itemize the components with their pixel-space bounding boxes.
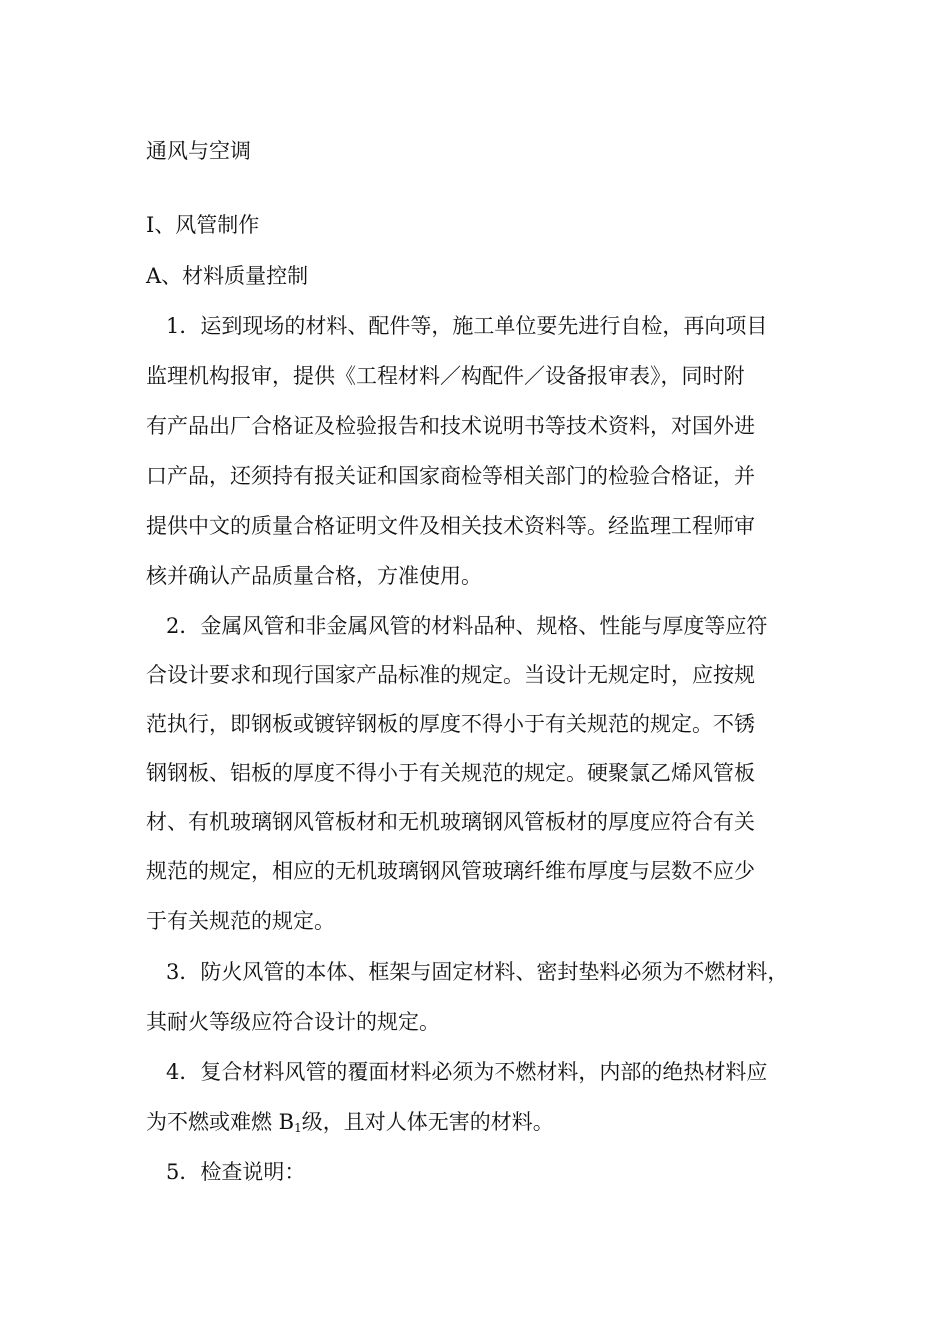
paragraph-1-line: 监理机构报审，提供《工程材料／构配件／设备报审表》，同时附: [146, 364, 745, 388]
paragraph-2-line: 于有关规范的规定。: [146, 909, 335, 933]
paragraph-4-line: 4．复合材料风管的覆面材料必须为不燃材料，内部的绝热材料应: [166, 1060, 768, 1084]
paragraph-2-line: 规范的规定，相应的无机玻璃钢风管玻璃纤维布厚度与层数不应少: [146, 859, 755, 883]
paragraph-3-line: 3．防火风管的本体、框架与固定材料、密封垫料必须为不燃材料，: [166, 960, 789, 984]
subsection-heading: A、材料质量控制: [146, 264, 309, 288]
paragraph-1-line: 1．运到现场的材料、配件等，施工单位要先进行自检，再向项目: [166, 314, 768, 338]
paragraph-1-line: 口产品，还须持有报关证和国家商检等相关部门的检验合格证，并: [146, 464, 755, 488]
section-heading: Ⅰ、风管制作: [146, 213, 260, 237]
subscript-text: 1: [294, 1121, 302, 1135]
paragraph-4-text: 级，且对人体无害的材料。: [301, 1110, 554, 1134]
paragraph-1-line: 提供中文的质量合格证明文件及相关技术资料等。经监理工程师审: [146, 514, 755, 538]
paragraph-3-line: 其耐火等级应符合设计的规定。: [146, 1010, 440, 1034]
document-title: 通风与空调: [146, 139, 251, 163]
paragraph-1-line: 核并确认产品质量合格，方准使用。: [146, 564, 482, 588]
paragraph-2-line: 合设计要求和现行国家产品标准的规定。当设计无规定时，应按规: [146, 663, 755, 687]
paragraph-2-line: 范执行，即钢板或镀锌钢板的厚度不得小于有关规范的规定。不锈: [146, 712, 755, 736]
paragraph-1-line: 有产品出厂合格证及检验报告和技术说明书等技术资料，对国外进: [146, 414, 755, 438]
paragraph-5-line: 5．检查说明：: [166, 1160, 306, 1184]
paragraph-4-text: 为不燃或难燃 B: [146, 1110, 295, 1134]
paragraph-2-line: 材、有机玻璃钢风管板材和无机玻璃钢风管板材的厚度应符合有关: [146, 810, 755, 834]
paragraph-2-line: 2．金属风管和非金属风管的材料品种、规格、性能与厚度等应符: [166, 614, 768, 638]
paragraph-2-line: 钢钢板、铝板的厚度不得小于有关规范的规定。硬聚氯乙烯风管板: [146, 761, 755, 785]
paragraph-4-line: [146, 1107, 554, 1137]
